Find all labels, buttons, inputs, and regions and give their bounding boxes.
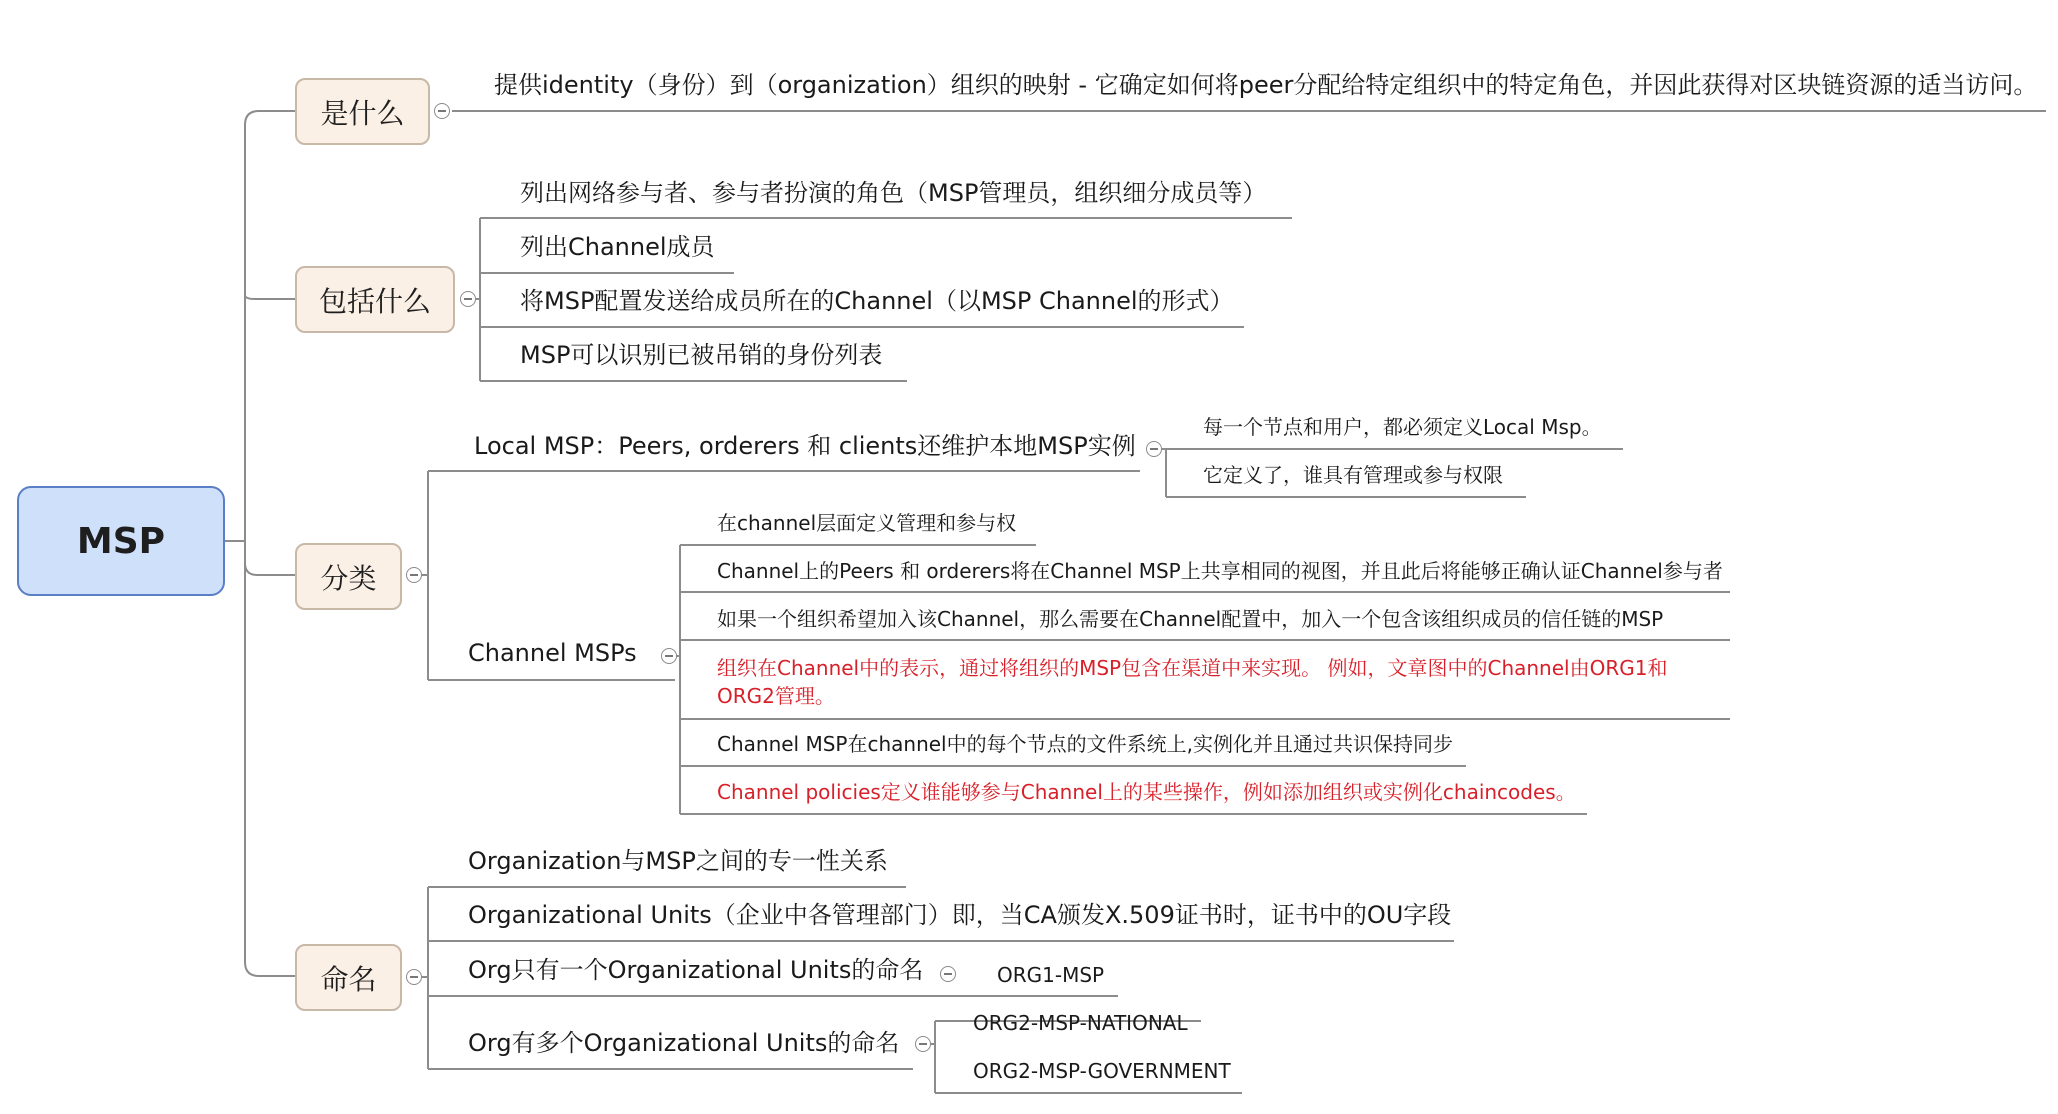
local-msp-item: 它定义了，谁具有管理或参与权限 xyxy=(1203,463,1503,487)
naming-item: Org只有一个Organizational Units的命名 xyxy=(468,956,924,984)
naming-item: Organizational Units（企业中各管理部门）即，当CA颁发X.509证书时，证书中的OU字段 xyxy=(468,901,1452,929)
category-classify[interactable]: 分类 xyxy=(295,543,402,610)
include-item: 列出Channel成员 xyxy=(520,233,715,261)
include-item: 列出网络参与者、参与者扮演的角色（MSP管理员，组织细分成员等） xyxy=(520,179,1267,207)
category-naming[interactable]: 命名 xyxy=(295,944,402,1011)
channel-msp-item-highlight: 组织在Channel中的表示，通过将组织的MSP包含在渠道中来实现。 例如，文章图中的Channel由ORG1和ORG2管理。 xyxy=(717,656,1668,708)
naming-item: Org有多个Organizational Units的命名 xyxy=(468,1029,900,1057)
local-msp-item: 每一个节点和用户，都必须定义Local Msp。 xyxy=(1203,415,1602,439)
collapse-minus-icon[interactable] xyxy=(460,291,476,307)
naming-single-org: ORG1-MSP xyxy=(997,963,1105,987)
collapse-minus-icon[interactable] xyxy=(406,969,422,985)
what-definition: 提供identity（身份）到（organization）组织的映射 - 它确定如何将peer分配给特定组织中的特定角色，并因此获得对区块链资源的适当访问。 xyxy=(494,71,2038,99)
collapse-minus-icon[interactable] xyxy=(1146,441,1162,457)
category-what[interactable]: 是什么 xyxy=(295,78,430,145)
include-item: MSP可以识别已被吊销的身份列表 xyxy=(520,341,883,369)
channel-msp-item-highlight: Channel policies定义谁能够参与Channel上的某些操作，例如添加组织或实例化chaincodes。 xyxy=(717,780,1576,804)
collapse-minus-icon[interactable] xyxy=(661,648,677,664)
root-node[interactable]: MSP xyxy=(17,486,225,596)
local-msp-label: Local MSP：Peers, orderers 和 clients还维护本地MSP实例 xyxy=(474,432,1136,460)
channel-msp-item: Channel MSP在channel中的每个节点的文件系统上,实例化并且通过共识保持同步 xyxy=(717,732,1453,756)
channel-msp-item: 如果一个组织希望加入该Channel，那么需要在Channel配置中，加入一个包含该组织成员的信任链的MSP xyxy=(717,607,1664,631)
collapse-minus-icon[interactable] xyxy=(940,966,956,982)
category-include[interactable]: 包括什么 xyxy=(295,266,455,333)
naming-multi-org: ORG2-MSP-NATIONAL xyxy=(973,1011,1188,1035)
include-item: 将MSP配置发送给成员所在的Channel（以MSP Channel的形式） xyxy=(520,287,1234,315)
naming-item: Organization与MSP之间的专一性关系 xyxy=(468,847,888,875)
collapse-minus-icon[interactable] xyxy=(406,567,422,583)
channel-msp-item: 在channel层面定义管理和参与权 xyxy=(717,511,1017,535)
collapse-minus-icon[interactable] xyxy=(434,103,450,119)
naming-multi-org: ORG2-MSP-GOVERNMENT xyxy=(973,1059,1231,1083)
channel-msp-item: Channel上的Peers 和 orderers将在Channel MSP上共享相同的视图，并且此后将能够正确认证Channel参与者 xyxy=(717,559,1723,583)
channel-msps-label: Channel MSPs xyxy=(468,639,637,667)
collapse-minus-icon[interactable] xyxy=(915,1036,931,1052)
